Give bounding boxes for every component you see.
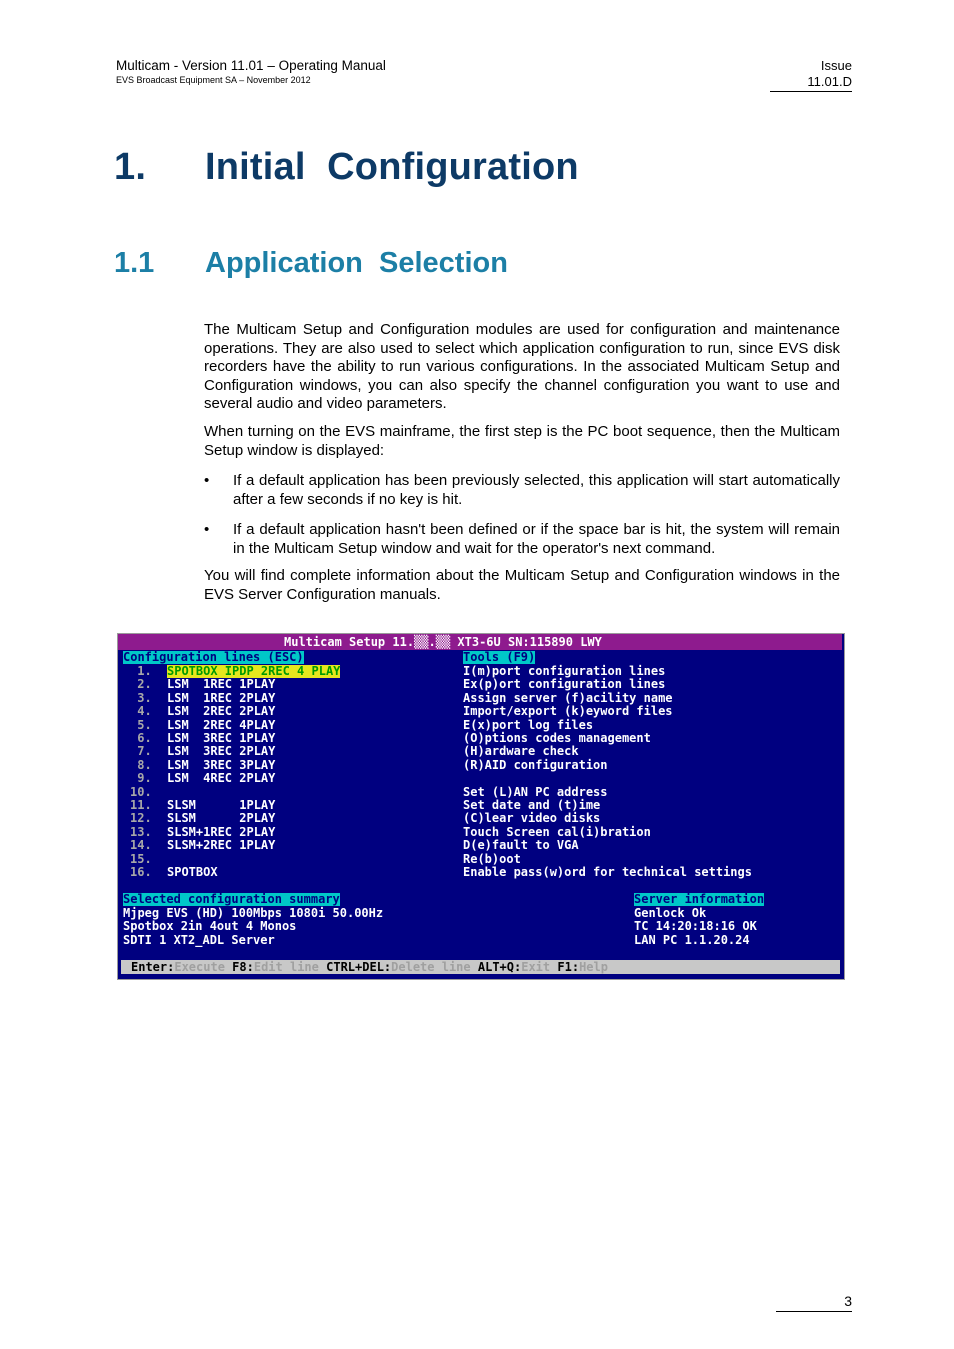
- config-lines-header[interactable]: Configuration lines (ESC): [123, 650, 304, 664]
- config-line-item[interactable]: SPOTBOX: [167, 865, 218, 879]
- section-number: 1.1: [114, 247, 155, 279]
- chapter-title: Initial Configuration: [205, 146, 579, 188]
- status-key-f1: F1:: [557, 960, 580, 974]
- chapter-number: 1.: [114, 146, 147, 188]
- config-line-item[interactable]: SPOTBOX IPDP 2REC 4 PLAY: [167, 664, 341, 678]
- config-line-item[interactable]: LSM 3REC 2PLAY: [167, 744, 276, 759]
- paragraph-reference: [204, 567, 840, 604]
- header-subtitle: EVS Broadcast Equipment SA – November 2012: [116, 75, 311, 85]
- server-info-line: TC 14:20:18:16 OK: [634, 919, 757, 933]
- config-line-number: 12.: [130, 811, 152, 826]
- tool-menu-item[interactable]: Set (L)AN PC address: [463, 784, 608, 799]
- config-line-number: 14.: [130, 838, 152, 853]
- server-info-header: Server information: [634, 892, 765, 906]
- tool-menu-item[interactable]: (H)ardware check: [463, 744, 579, 759]
- status-key-ctrl-del: CTRL+DEL:: [326, 960, 392, 974]
- status-action-execute[interactable]: Execute: [174, 960, 225, 974]
- config-line-number: 5.: [130, 717, 152, 732]
- bullet-text: If a default application hasn't been defined or if the space bar is hit, the system will remain in the Multicam Setup window and wait for the operator's next command.: [233, 521, 840, 557]
- bullet-text: If a default application has been previously selected, this application will start automatically after a few seconds if no key is hit.: [233, 472, 840, 508]
- tool-menu-item[interactable]: (O)ptions codes management: [463, 731, 651, 745]
- summary-line: SDTI 1 XT2_ADL Server: [123, 933, 275, 947]
- config-line-number: 7.: [130, 744, 152, 759]
- page-number: 3: [776, 1293, 852, 1312]
- status-key-alt-q: ALT+Q:: [477, 960, 522, 974]
- config-line-number: 3.: [130, 690, 152, 705]
- bullet-icon: •: [204, 472, 210, 489]
- config-line-item[interactable]: LSM 3REC 3PLAY: [167, 757, 276, 772]
- status-action-help[interactable]: Help: [579, 960, 608, 974]
- tool-menu-item[interactable]: (R)AID configuration: [463, 757, 608, 772]
- tool-menu-item[interactable]: Enable pass(w)ord for technical settings: [463, 865, 752, 879]
- status-line: [131, 961, 608, 974]
- bullet-icon: •: [204, 521, 210, 538]
- paragraph-boot: [204, 423, 840, 460]
- terminal-title: Multicam Setup 11.▒▒.▒▒ XT3-6U SN:115890 LWY: [284, 635, 602, 649]
- paragraph-text: The Multicam Setup and Configuration modules are used for configuration and maintenance operations. They are also used to select which application configuration to run, since EVS disk recorders have the ability to run various configurations. In the associated Multicam Setup and Configuration windows, you can also specify the channel configuration you want to use and several audio and video parameters.: [204, 321, 840, 412]
- tools-header[interactable]: Tools (F9): [463, 650, 536, 664]
- paragraph-text: When turning on the EVS mainframe, the first step is the PC boot sequence, then the Multicam Setup window is displayed:: [204, 423, 840, 459]
- terminal-status-bar: [121, 960, 840, 974]
- config-line-item[interactable]: SLSM 2PLAY: [167, 811, 276, 826]
- tool-menu-item[interactable]: I(m)port configuration lines: [463, 664, 666, 678]
- server-info-line: LAN PC 1.1.20.24: [634, 933, 750, 947]
- section-heading: [114, 247, 508, 280]
- tool-menu-item[interactable]: E(x)port log files: [463, 717, 594, 732]
- config-line-item[interactable]: SLSM+1REC 2PLAY: [167, 824, 276, 839]
- config-line-number: 11.: [130, 798, 152, 812]
- issue-block: [770, 58, 852, 92]
- multicam-setup-screenshot: [117, 633, 845, 980]
- status-action-exit[interactable]: Exit: [521, 960, 551, 974]
- status-action-delete[interactable]: Delete line: [391, 960, 471, 974]
- config-line-item[interactable]: LSM 2REC 2PLAY: [167, 704, 276, 719]
- tool-menu-item[interactable]: (C)lear video disks: [463, 811, 601, 826]
- issue-label: Issue: [820, 58, 852, 73]
- issue-value: 11.01.D: [807, 74, 852, 89]
- status-key-enter: Enter:: [131, 960, 175, 974]
- terminal-title-bar: [118, 634, 842, 650]
- config-line-number: 16.: [130, 865, 152, 879]
- config-line-number: 15.: [130, 851, 152, 866]
- page-header: [116, 58, 386, 86]
- status-key-f8: F8:: [232, 960, 254, 974]
- summary-line: Spotbox 2in 4out 4 Monos: [123, 919, 297, 933]
- config-line-item[interactable]: LSM 1REC 1PLAY: [167, 677, 276, 692]
- section-title: Application Selection: [205, 247, 508, 279]
- header-title: Multicam - Version 11.01 – Operating Manual: [116, 58, 386, 73]
- config-line-number: 8.: [130, 757, 152, 772]
- config-line-number: 4.: [130, 704, 152, 719]
- config-line-number: 2.: [130, 677, 152, 692]
- tool-menu-item[interactable]: Assign server (f)acility name: [463, 690, 673, 705]
- tool-menu-item[interactable]: Set date and (t)ime: [463, 798, 601, 812]
- server-info-line: Genlock Ok: [634, 906, 707, 920]
- config-line-number: 10.: [130, 784, 152, 799]
- config-line-number: 9.: [130, 771, 152, 786]
- tool-menu-item[interactable]: Re(b)oot: [463, 851, 521, 866]
- config-line-number: 6.: [130, 731, 152, 745]
- paragraph-intro: [204, 321, 840, 414]
- summary-header: Selected configuration summary: [123, 892, 340, 906]
- paragraph-text: You will find complete information about the Multicam Setup and Configuration windows in the EVS Server Configuration manuals.: [204, 567, 840, 603]
- status-action-edit[interactable]: Edit line: [253, 960, 319, 974]
- config-line-item[interactable]: SLSM 1PLAY: [167, 798, 276, 812]
- tool-menu-item[interactable]: D(e)fault to VGA: [463, 838, 579, 853]
- summary-line: Mjpeg EVS (HD) 100Mbps 1080i 50.00Hz: [123, 906, 384, 920]
- config-line-item[interactable]: LSM 1REC 2PLAY: [167, 690, 276, 705]
- config-line-number: 1.: [130, 664, 152, 678]
- tool-menu-item[interactable]: Import/export (k)eyword files: [463, 704, 673, 719]
- config-line-item[interactable]: LSM 3REC 1PLAY: [167, 731, 276, 745]
- config-line-item[interactable]: LSM 2REC 4PLAY: [167, 717, 276, 732]
- config-line-number: 13.: [130, 824, 152, 839]
- chapter-heading: [114, 146, 579, 189]
- config-line-item[interactable]: LSM 4REC 2PLAY: [167, 771, 276, 786]
- config-line-item[interactable]: SLSM+2REC 1PLAY: [167, 838, 276, 853]
- tool-menu-item[interactable]: Touch Screen cal(i)bration: [463, 824, 651, 839]
- tool-menu-item[interactable]: Ex(p)ort configuration lines: [463, 677, 666, 692]
